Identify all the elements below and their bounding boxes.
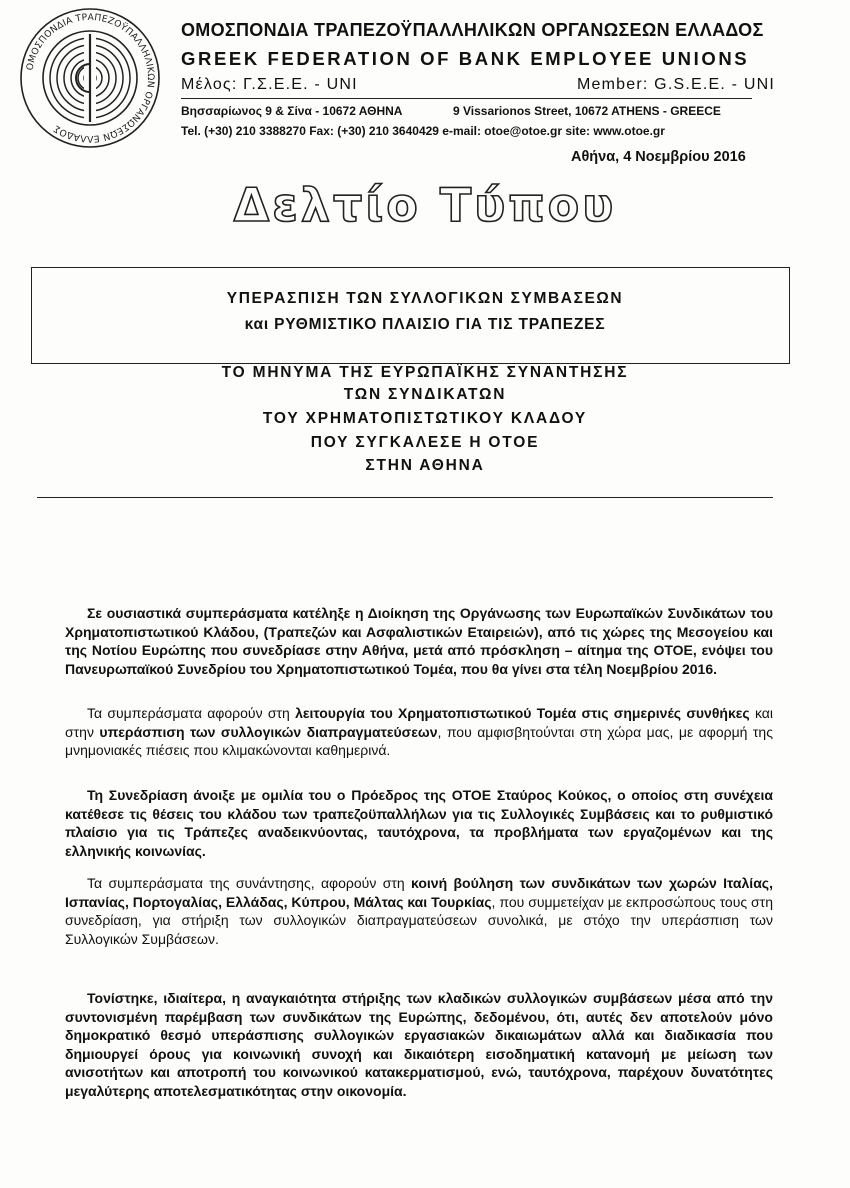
- headline-line-2: και ΡΥΘΜΙΣΤΙΚΟ ΠΛΑΙΣΙΟ ΓΙΑ ΤΙΣ ΤΡΑΠΕΖΕΣ: [244, 316, 606, 333]
- paragraph-5-text: Τονίστηκε, ιδιαίτερα, η αναγκαιότητα στήριξης των κλαδικών συλλογικών συμβάσεων μέσα από την συντονισμένη παρέμβαση των συνδικάτων της Ευρώπης, δεδομένου, ότι, αυτές δεν αποτελούν μόνο δημοκρατικό θεσμό υπεράσπισης συλλογικών εργασιακών δικαιωμάτων αλλά και διαδικασία που δημιουργεί όρους για κοινωνική συνοχή και δικαιότερη εισοδηματική κατανομή με μείωση των ανισοτήτων και αποτροπή του κοινωνικού κατακερματισμού, ενώ, ταυτόχρονα, παρέχουν δυνατότητες μεγαλύτερης αποτελεσματικότητας στην οικονομία.: [65, 990, 773, 1099]
- section-divider: [37, 497, 773, 498]
- subheadline-line-2: ΤΩΝ ΣΥΝΔΙΚΑΤΩΝ: [343, 386, 507, 403]
- subheadline-line-4: ΠΟΥ ΣΥΓΚΑΛΕΣΕ Η ΟΤΟΕ: [310, 434, 540, 451]
- paragraph-2-emphasis-a: λειτουργία του Χρηματοπιστωτικού Τομέα στις σημερινές συνθήκες: [295, 705, 750, 721]
- paragraph-2-emphasis-b: υπεράσπιση των συλλογικών διαπραγματεύσεων: [99, 723, 438, 740]
- body-paragraph-4: [65, 874, 773, 948]
- body-paragraph-2: [65, 704, 773, 760]
- otoe-seal-logo: [18, 6, 162, 150]
- address-greek: Βησσαρίωνος 9 & Σίνα - 10672 ΑΘΗΝΑ: [181, 104, 403, 118]
- contact-info: Tel. (+30) 210 3388270 Fax: (+30) 210 3640429 e-mail: otoe@otoe.gr site: www.otoe.gr: [181, 124, 665, 138]
- document-date: Αθήνα, 4 Νοεμβρίου 2016: [571, 149, 746, 165]
- paragraph-4-text-c: , που συμμετείχαν με εκπροσώπους τους στη συνεδρίαση, για στήριξη των συλλογικών διαπραγματεύσεων συνολικά, με στόχο την υπεράσπιση των Συλλογικών Συμβάσεων.: [65, 893, 773, 947]
- paragraph-2-text-a: Τα συμπεράσματα αφορούν στη: [87, 705, 296, 721]
- membership-english: Member: G.S.E.E. - UNI: [577, 76, 775, 93]
- paragraph-1-text: Σε ουσιαστικά συμπεράσματα κατέληξε η Διοίκηση της Οργάνωσης των Ευρωπαϊκών Συνδικάτων του Χρηματοπιστωτικού Κλάδου, (Τραπεζών και Ασφαλιστικών Εταιρειών), από τις χώρες της Μεσογείου και της Νοτίου Ευρώπης που συνεδρίασε στην Αθήνα, μετά από πρόσκληση – αίτημα της ΟΤΟΕ, ενόψει του Πανευρωπαϊκού Συνεδρίου του Χρηματοπιστωτικού Τομέα, που θα γίνει στα τέλη Νοεμβρίου 2016.: [65, 605, 773, 677]
- federation-name-english: GREEK FEDERATION OF BANK EMPLOYEE UNIONS: [181, 48, 750, 69]
- paragraph-2-text-e: , που αμφισβητούνται στη χώρα μας, με αφορμή της μνημονιακές πιέσεις που κλιμακώνονται καθημερινά.: [65, 723, 773, 759]
- subheadline-line-5: ΣΤΗΝ ΑΘΗΝΑ: [365, 457, 485, 474]
- body-paragraph-3: [65, 786, 773, 860]
- letterhead-divider: [181, 98, 752, 99]
- federation-name-greek: ΟΜΟΣΠΟΝΔΙΑ ΤΡΑΠΕΖΟΫΠΑΛΛΗΛΙΚΩΝ ΟΡΓΑΝΩΣΕΩΝ ΕΛΛΑΔΟΣ: [181, 20, 764, 40]
- svg-text:Δελτίο Τύπου: Δελτίο Τύπου: [233, 178, 617, 232]
- document-title: [233, 176, 617, 234]
- paragraph-4-text-a: Τα συμπεράσματα της συνάντησης, αφορούν στη: [87, 875, 412, 891]
- membership-greek: Μέλος: Γ.Σ.Ε.Ε. - UNI: [181, 76, 358, 93]
- headline-line-1: ΥΠΕΡΑΣΠΙΣΗ ΤΩΝ ΣΥΛΛΟΓΙΚΩΝ ΣΥΜΒΑΣΕΩΝ: [226, 290, 624, 307]
- paragraph-2-text-c: και στην: [65, 705, 773, 740]
- svg-text:ΟΜΟΣΠΟΝΔΙΑ ΤΡΑΠΕΖΟΫΠΑΛΛΗΛΙΚΩΝ: ΟΜΟΣΠΟΝΔΙΑ ΤΡΑΠΕΖΟΫΠΑΛΛΗΛΙΚΩΝ ΟΡΓΑΝΩΣΕΩΝ ΕΛΛΑΔΟΣ: [24, 11, 157, 145]
- body-paragraph-5: [65, 989, 773, 1101]
- paragraph-4-emphasis: κοινή βούληση των συνδικάτων των χωρών Ιταλίας, Ισπανίας, Πορτογαλίας, Ελλάδας, Κύπρου, Μάλτας και Τουρκίας: [65, 875, 773, 910]
- body-paragraph-1: [65, 604, 773, 678]
- paragraph-3-text: Τη Συνεδρίαση άνοιξε με ομιλία του ο Πρόεδρος της ΟΤΟΕ Σταύρος Κούκος, ο οποίος στη συνέχεια κατέθεσε τις θέσεις του κλάδου των τραπεζοϋπαλλήλων για τις Συλλογικές Συμβάσεις και το ρυθμιστικό πλαίσιο για τις Τράπεζες αναδεικνύοντας, ταυτόχρονα, τα προβλήματα των εργαζομένων και της ελληνικής κοινωνίας.: [65, 787, 773, 859]
- subheadline-line-3: ΤΟΥ ΧΡΗΜΑΤΟΠΙΣΤΩΤΙΚΟΥ ΚΛΑΔΟΥ: [262, 410, 588, 427]
- address-english: 9 Vissarionos Street, 10672 ATHENS - GREECE: [453, 104, 721, 118]
- subheadline-line-1: ΤΟ ΜΗΝΥΜΑ ΤΗΣ ΕΥΡΩΠΑΪΚΗΣ ΣΥΝΑΝΤΗΣΗΣ: [221, 364, 629, 381]
